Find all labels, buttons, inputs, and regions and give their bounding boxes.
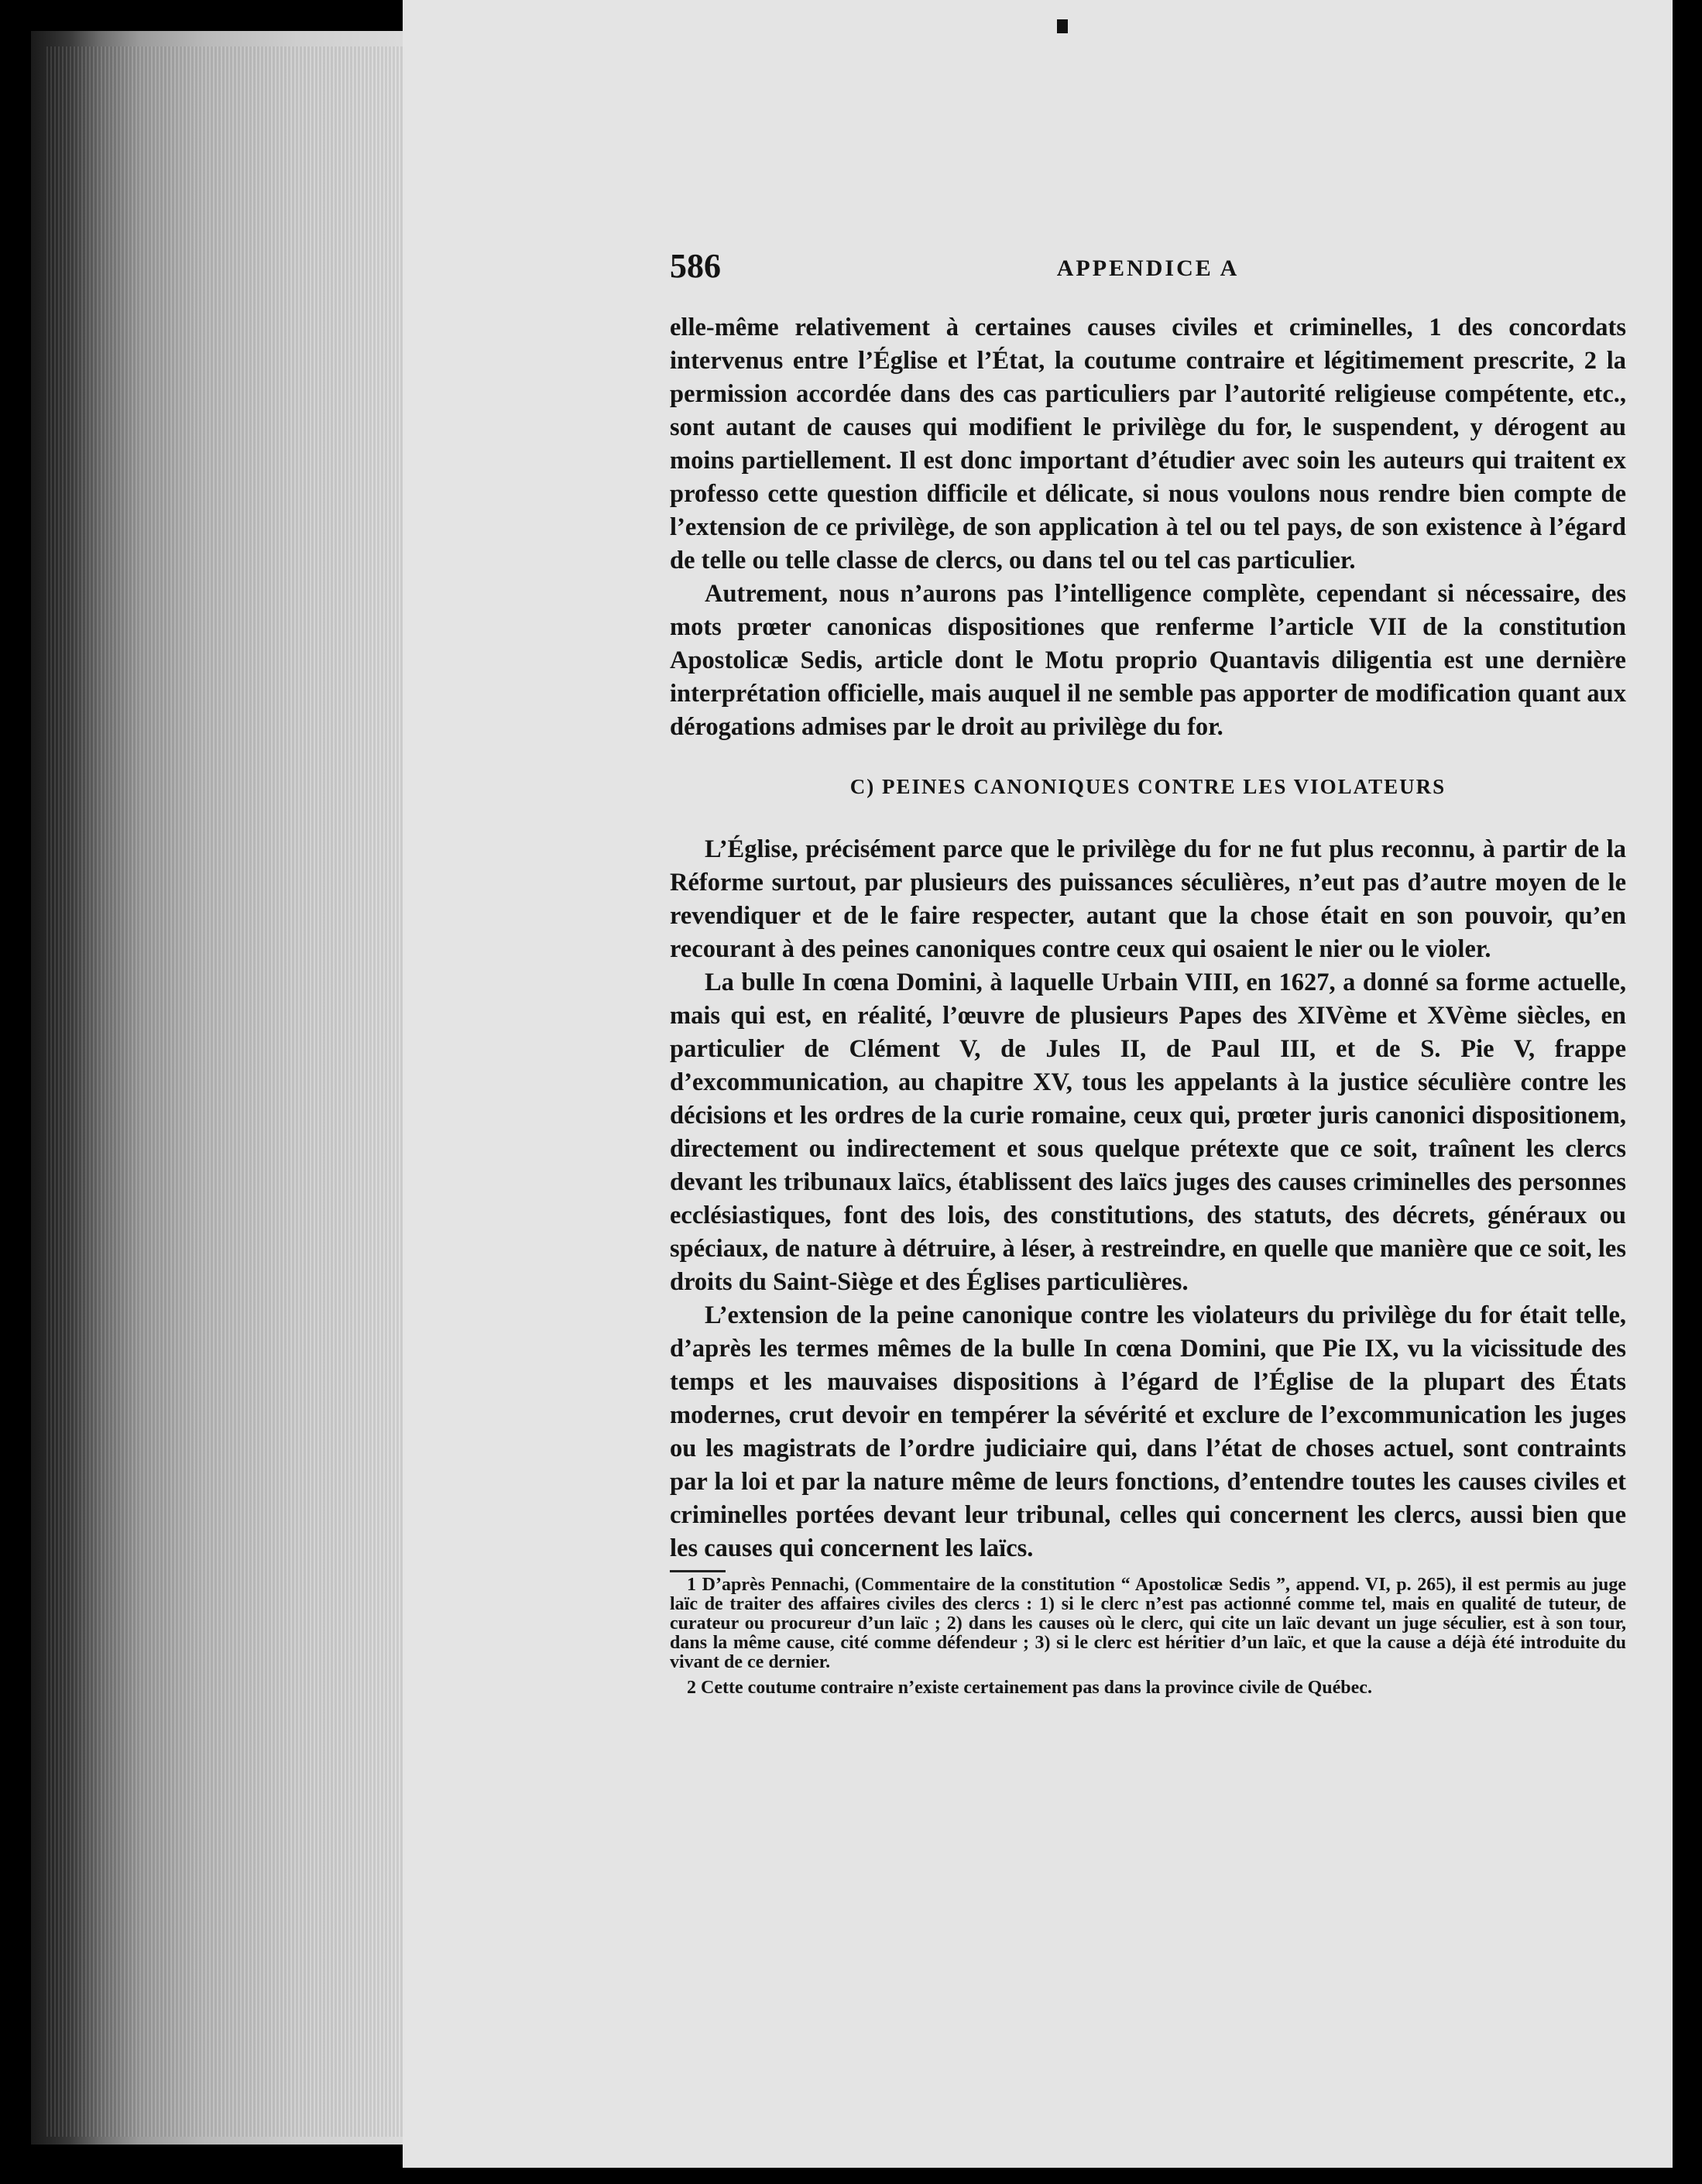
page-header: 586 APPENDICE A bbox=[670, 246, 1626, 293]
running-head: APPENDICE A bbox=[1056, 255, 1240, 281]
page-body bbox=[670, 311, 1626, 1698]
paragraph: elle-même relativement à certaines causes civiles et criminelles, 1 des concordats intervenus entre l’Église et l’État, la coutume contraire et légitimement prescrite, 2 la permission accordée dans des cas particuliers par l’autorité religieuse compétente, etc., sont autant de causes qui modifient le privilège du for, le suspendent, y dérogent au moins partiellement. Il est donc important d’étudier avec soin les auteurs qui traitent ex professo cette question difficile et délicate, si nous voulons nous rendre bien compte de l’extension de ce privilège, de son application à tel ou tel pays, de son existence à l’égard de telle ou telle classe de clercs, ou dans tel ou tel cas particulier. bbox=[670, 314, 1626, 574]
section-title: C) PEINES CANONIQUES CONTRE LES VIOLATEURS bbox=[849, 775, 1446, 798]
page-content bbox=[670, 246, 1626, 1698]
footnote: 1 D’après Pennachi, (Commentaire de la constitution “ Apostolicæ Sedis ”, append. VI, p. 265), il est permis au juge laïc de traiter des affaires civiles des clercs : 1) si le clerc n’est pas actionné comme tel, mais en qualité de tuteur, de curateur ou procureur d’un laïc ; 2) dans les causes où le clerc, qui cite un laïc devant un juge séculier, est à son tour, dans la même cause, cité comme défendeur ; 3) si le clerc est héritier d’un laïc, et que la cause a déjà été introduite du vivant de ce dernier. bbox=[670, 1575, 1626, 1672]
paragraph: Autrement, nous n’aurons pas l’intelligence complète, cependant si nécessaire, des mots prœter canonicas dispositiones que renferme l’article VII de la constitution Apostolicæ Sedis, article dont le Motu proprio Quantavis diligentia est une dernière interprétation officielle, mais auquel il ne semble pas apporter de modification quant aux dérogations admises par le droit au privilège du for. bbox=[670, 580, 1626, 741]
scan-mark bbox=[1057, 19, 1068, 33]
page-edge-lines bbox=[46, 46, 410, 2137]
paragraph: L’extension de la peine canonique contre les violateurs du privilège du for était telle, d’après les termes mêmes de la bulle In cœna Domini, que Pie IX, vu la vicissitude des temps et les mauvaises dispositions à l’égard de l’Église de la plupart des États modernes, crut devoir en tempérer la sévérité et exclure de l’excommunication les juges ou les magistrats de l’ordre judiciaire qui, dans l’état de choses actuel, sont contraints par la loi et par la nature même de leurs fonctions, d’entendre toutes les causes civiles et criminelles portées devant leur tribunal, celles qui concernent les clercs, aussi bien que les causes qui concernent les laïcs. bbox=[670, 1301, 1626, 1562]
paragraph: L’Église, précisément parce que le privilège du for ne fut plus reconnu, à partir de la Réforme surtout, par plusieurs des puissances séculières, n’eut pas d’autre moyen de le revendiquer et de le faire respecter, autant que la chose était en son pouvoir, qu’en recourant à des peines canoniques contre ceux qui osaient le nier ou le violer. bbox=[670, 835, 1626, 963]
paragraph: La bulle In cœna Domini, à laquelle Urbain VIII, en 1627, a donné sa forme actuelle, mais qui est, en réalité, l’œuvre de plusieurs Papes des XIVème et XVème siècles, en particulier de Clément V, de Jules II, de Paul III, et de S. Pie V, frappe d’excommunication, au chapitre XV, tous les appelants à la justice séculière contre les décisions et les ordres de la curie romaine, ceux qui, prœter juris canonici dispositionem, directement ou indirectement et sous quelque prétexte que ce soit, traînent les clercs devant les tribunaux laïcs, établissent des laïcs juges des causes criminelles des personnes ecclésiastiques, font des lois, des constitutions, des statuts, des décrets, généraux ou spéciaux, de nature à détruire, à léser, à restreindre, en quelle que manière que ce soit, les droits du Saint-Siège et des Églises particulières. bbox=[670, 969, 1626, 1296]
footnote: 2 Cette coutume contraire n’existe certainement pas dans la province civile de Québec. bbox=[687, 1678, 1372, 1698]
footnote-rule bbox=[670, 1570, 726, 1572]
book-page bbox=[403, 0, 1673, 2168]
